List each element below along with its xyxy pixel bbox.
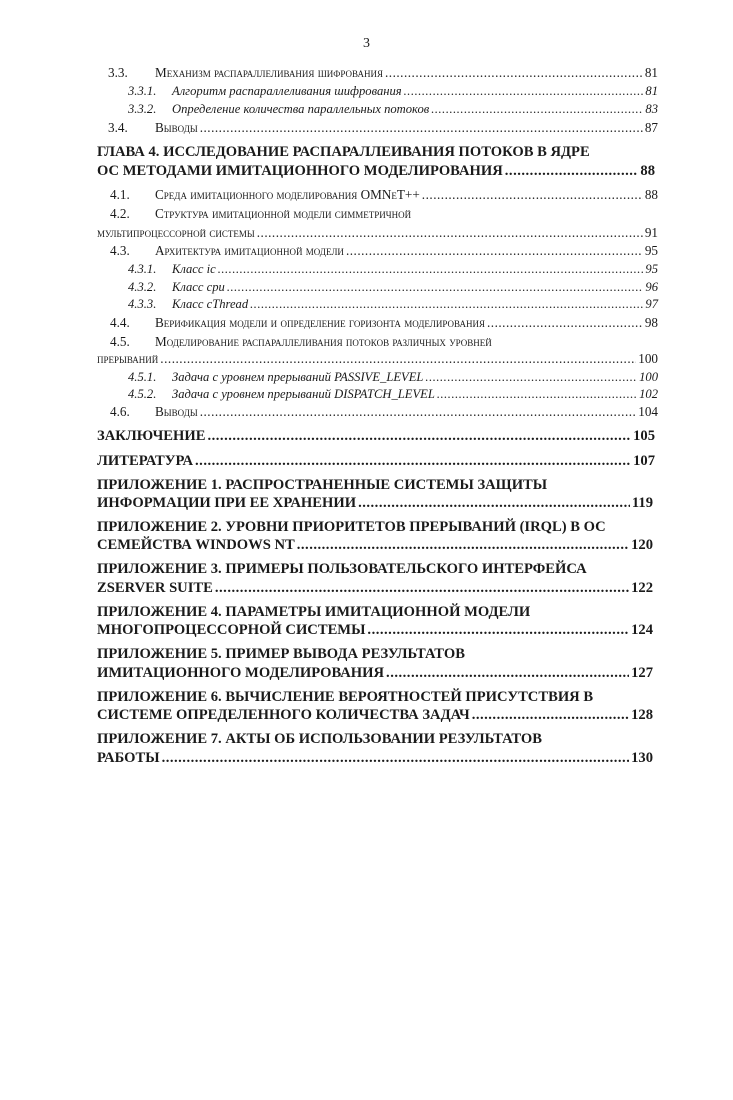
entry-title: Архитектура имитационной модели xyxy=(155,243,344,258)
entry-page: 96 xyxy=(645,280,658,294)
dot-leader xyxy=(346,243,643,259)
toc-entry-4-2[interactable] xyxy=(97,225,658,241)
toc-entry-4-3-3[interactable] xyxy=(128,297,658,312)
dot-leader xyxy=(487,315,643,331)
dot-leader xyxy=(404,84,644,99)
dot-leader xyxy=(218,262,644,277)
entry-title: ОС МЕТОДАМИ ИМИТАЦИОННОГО МОДЕЛИРОВАНИЯ xyxy=(97,163,503,179)
entry-page: 107 xyxy=(633,453,655,469)
entry-number: 4.5.2. xyxy=(128,387,157,401)
entry-page: 97 xyxy=(645,297,658,311)
toc-entry-4-1[interactable] xyxy=(110,187,658,203)
dot-leader xyxy=(297,537,629,554)
dot-leader xyxy=(207,428,631,445)
entry-number: 4.3.2. xyxy=(128,280,157,294)
entry-number: 4.1. xyxy=(110,187,130,202)
dot-leader xyxy=(431,102,643,117)
entry-title: Класс cpu xyxy=(172,280,225,294)
entry-number: 3.4. xyxy=(108,120,128,135)
entry-number: 4.5.1. xyxy=(128,370,157,384)
entry-title: Алгоритм распараллеливания шифрования xyxy=(172,84,402,98)
toc-entry-4-2-line-1[interactable] xyxy=(110,206,411,222)
entry-number: 4.3. xyxy=(110,243,130,258)
entry-page: 120 xyxy=(631,537,653,553)
dot-leader xyxy=(227,280,644,295)
entry-page: 130 xyxy=(631,750,653,766)
dot-leader xyxy=(425,370,637,385)
toc-entry-3-3-2[interactable] xyxy=(128,102,658,117)
dot-leader xyxy=(160,351,636,367)
entry-title: Задача с уровнем прерываний PASSIVE_LEVEL xyxy=(172,370,424,384)
entry-number: 4.4. xyxy=(110,315,130,330)
dot-leader xyxy=(437,387,637,402)
entry-page: 91 xyxy=(644,225,658,240)
appendix-2-title-line-1[interactable]: ПРИЛОЖЕНИЕ 2. УРОВНИ ПРИОРИТЕТОВ ПРЕРЫВАНИЙ (IRQL) В ОС xyxy=(97,519,606,535)
page-number: 3 xyxy=(363,36,370,51)
toc-entry-appendix-5[interactable] xyxy=(97,665,653,682)
entry-title: ЗАКЛЮЧЕНИЕ xyxy=(97,428,206,444)
entry-number: 4.3.3. xyxy=(128,297,157,311)
appendix-5-title-line-1[interactable]: ПРИЛОЖЕНИЕ 5. ПРИМЕР ВЫВОДА РЕЗУЛЬТАТОВ xyxy=(97,646,465,662)
dot-leader xyxy=(385,65,643,81)
toc-entry-appendix-4[interactable] xyxy=(97,622,653,639)
toc-entry-4-3[interactable] xyxy=(110,243,658,259)
appendix-4-title-line-1[interactable]: ПРИЛОЖЕНИЕ 4. ПАРАМЕТРЫ ИМИТАЦИОННОЙ МОДЕЛИ xyxy=(97,604,531,620)
dot-leader xyxy=(358,495,630,512)
entry-page: 87 xyxy=(644,120,658,135)
toc-entry-4-5[interactable] xyxy=(97,351,658,367)
entry-number: 4.3.1. xyxy=(128,262,157,276)
entry-page: 119 xyxy=(631,495,653,511)
entry-title: ЛИТЕРАТУРА xyxy=(97,453,194,469)
entry-page: 124 xyxy=(631,622,653,638)
entry-title: Верификация модели и определение горизонта моделирования xyxy=(155,315,485,330)
entry-title: мультипроцессорной системы xyxy=(97,225,255,240)
toc-entry-appendix-2[interactable] xyxy=(97,537,653,554)
toc-entry-3-4[interactable] xyxy=(108,120,658,136)
entry-page: 122 xyxy=(631,580,653,596)
appendix-3-title-line-1[interactable]: ПРИЛОЖЕНИЕ 3. ПРИМЕРЫ ПОЛЬЗОВАТЕЛЬСКОГО ИНТЕРФЕЙСА xyxy=(97,561,587,577)
entry-page: 100 xyxy=(638,351,658,366)
appendix-7-title-line-1[interactable]: ПРИЛОЖЕНИЕ 7. АКТЫ ОБ ИСПОЛЬЗОВАНИИ РЕЗУЛЬТАТОВ xyxy=(97,731,543,747)
entry-page: 95 xyxy=(644,243,658,258)
entry-title: Класс ic xyxy=(172,262,216,276)
entry-title: Выводы xyxy=(155,120,198,135)
entry-title: РАБОТЫ xyxy=(97,750,160,766)
entry-title: Выводы xyxy=(155,404,198,419)
entry-title: СИСТЕМЕ ОПРЕДЕЛЕННОГО КОЛИЧЕСТВА ЗАДАЧ xyxy=(97,707,470,723)
dot-leader xyxy=(200,404,637,420)
entry-number: 3.3. xyxy=(108,65,128,80)
entry-page: 102 xyxy=(639,387,658,401)
dot-leader xyxy=(215,580,629,597)
entry-page: 128 xyxy=(631,707,653,723)
entry-page: 88 xyxy=(640,163,655,179)
entry-page: 98 xyxy=(644,315,658,330)
toc-entry-4-5-1[interactable] xyxy=(128,370,658,385)
appendix-1-title-line-1[interactable]: ПРИЛОЖЕНИЕ 1. РАСПРОСТРАНЕННЫЕ СИСТЕМЫ ЗАЩИТЫ xyxy=(97,477,548,493)
toc-entry-appendix-6[interactable] xyxy=(97,707,653,724)
entry-title: Определение количества параллельных потоков xyxy=(172,102,430,116)
dot-leader xyxy=(250,297,643,312)
entry-page: 81 xyxy=(644,65,658,80)
dot-leader xyxy=(257,225,643,241)
entry-title: ИМИТАЦИОННОГО МОДЕЛИРОВАНИЯ xyxy=(97,665,385,681)
entry-title: ZSERVER SUITE xyxy=(97,580,213,596)
entry-number: 4.5. xyxy=(110,334,130,349)
entry-title: Класс cThread xyxy=(172,297,249,311)
entry-title: Моделирование распараллеливания потоков различных уровней xyxy=(155,334,492,349)
toc-entry-4-6[interactable] xyxy=(110,404,658,420)
entry-title: СЕМЕЙСТВА WINDOWS NT xyxy=(97,537,295,553)
toc-entry-literature[interactable] xyxy=(97,453,655,470)
chapter-4-title-line-1[interactable]: ГЛАВА 4. ИССЛЕДОВАНИЕ РАСПАРАЛЛЕИВАНИЯ ПОТОКОВ В ЯДРЕ xyxy=(97,144,590,160)
toc-entry-3-3-1[interactable] xyxy=(128,84,658,99)
entry-number: 4.6. xyxy=(110,404,130,419)
dot-leader xyxy=(195,453,631,470)
entry-number: 3.3.2. xyxy=(128,102,157,116)
appendix-6-title-line-1[interactable]: ПРИЛОЖЕНИЕ 6. ВЫЧИСЛЕНИЕ ВЕРОЯТНОСТЕЙ ПРИСУТСТВИЯ В xyxy=(97,689,594,705)
entry-page: 95 xyxy=(645,262,658,276)
toc-entry-4-5-2[interactable] xyxy=(128,387,658,402)
toc-entry-4-5-line-1[interactable] xyxy=(110,334,492,350)
dot-leader xyxy=(200,120,643,136)
entry-page: 105 xyxy=(633,428,655,444)
entry-title: Структура имитационной модели симметричной xyxy=(155,206,412,221)
toc-entry-conclusion[interactable] xyxy=(97,428,655,445)
dot-leader xyxy=(386,665,629,682)
toc-entry-4-4[interactable] xyxy=(110,315,658,331)
entry-page: 81 xyxy=(645,84,658,98)
entry-title: Задача с уровнем прерываний DISPATCH_LEVEL xyxy=(172,387,435,401)
toc-entry-appendix-7[interactable] xyxy=(97,750,653,767)
toc-entry-chapter-4[interactable] xyxy=(97,163,655,180)
toc-entry-3-3[interactable] xyxy=(108,65,658,81)
dot-leader xyxy=(162,750,630,767)
dot-leader xyxy=(367,622,629,639)
entry-number: 4.2. xyxy=(110,206,130,221)
entry-title: ИНФОРМАЦИИ ПРИ ЕЕ ХРАНЕНИИ xyxy=(97,495,357,511)
toc-entry-4-3-1[interactable] xyxy=(128,262,658,277)
entry-title: Среда имитационного моделирования OMNeT++ xyxy=(155,187,420,202)
entry-title: прерываний xyxy=(97,351,159,366)
toc-entry-appendix-1[interactable] xyxy=(97,495,653,512)
dot-leader xyxy=(422,187,643,203)
entry-page: 127 xyxy=(631,665,653,681)
entry-title: Механизм распараллеливания шифрования xyxy=(155,65,383,80)
entry-number: 3.3.1. xyxy=(128,84,157,98)
entry-page: 100 xyxy=(639,370,658,384)
entry-page: 88 xyxy=(644,187,658,202)
entry-page: 83 xyxy=(645,102,658,116)
entry-page: 104 xyxy=(638,404,658,419)
dot-leader xyxy=(505,163,639,180)
toc-entry-appendix-3[interactable] xyxy=(97,580,653,597)
dot-leader xyxy=(472,707,629,724)
toc-entry-4-3-2[interactable] xyxy=(128,280,658,295)
entry-title: МНОГОПРОЦЕССОРНОЙ СИСТЕМЫ xyxy=(97,622,366,638)
